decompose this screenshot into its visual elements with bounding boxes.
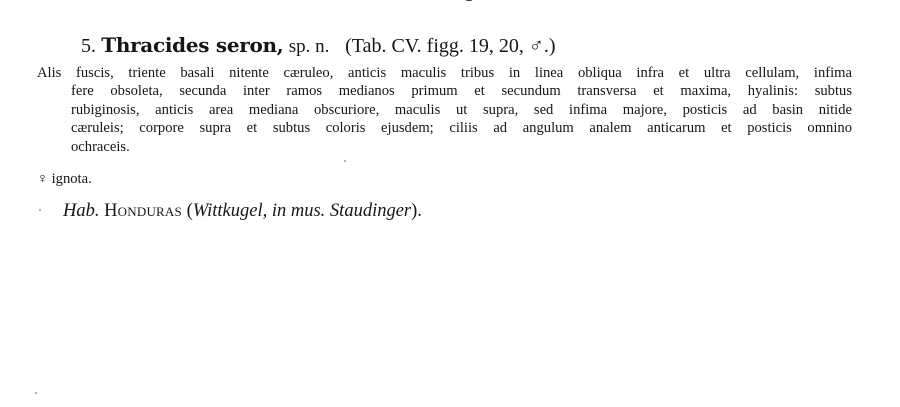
habitat-collector: Wittkugel, in mus. Staudinger	[192, 201, 412, 221]
description-line: cæruleis; corpore supra et subtus coloris ejusdem; ciliis ad angulum analem anticarum et posticis omnino	[71, 120, 852, 137]
description-line: rubiginosis, anticis area mediana obscuriore, maculis ut supra, sed infima majore, posticis ad basin nitide	[71, 101, 852, 118]
description-line: ochraceis.	[71, 138, 130, 155]
species-name: Thracides seron,	[101, 33, 284, 57]
female-note: ♀ ignota.	[37, 171, 92, 187]
page-edge-mark	[465, 0, 473, 1]
scan-speck	[35, 392, 37, 394]
habitat-paren-close: ).	[411, 201, 422, 221]
habitat-locality: Honduras	[104, 201, 182, 221]
species-status: sp. n.	[288, 36, 330, 57]
species-heading	[81, 31, 556, 61]
description-line: fere obsoleta, secunda inter ramos medianos primum et secundum transversa et maxima, hyalinis: subtus	[71, 83, 852, 100]
species-description	[37, 64, 852, 156]
plate-reference: (Tab. CV. figg. 19, 20, ♂.)	[345, 35, 556, 57]
habitat-line	[63, 199, 422, 223]
scan-speck	[39, 209, 41, 211]
habitat-paren-open: (	[186, 201, 193, 221]
scan-speck	[344, 160, 346, 162]
species-number: 5.	[81, 35, 96, 57]
description-line: Alis fuscis, triente basali nitente cæruleo, anticis maculis tribus in linea obliqua infra et ultra cellulam, infima	[37, 65, 852, 81]
habitat-label: Hab.	[63, 201, 100, 221]
